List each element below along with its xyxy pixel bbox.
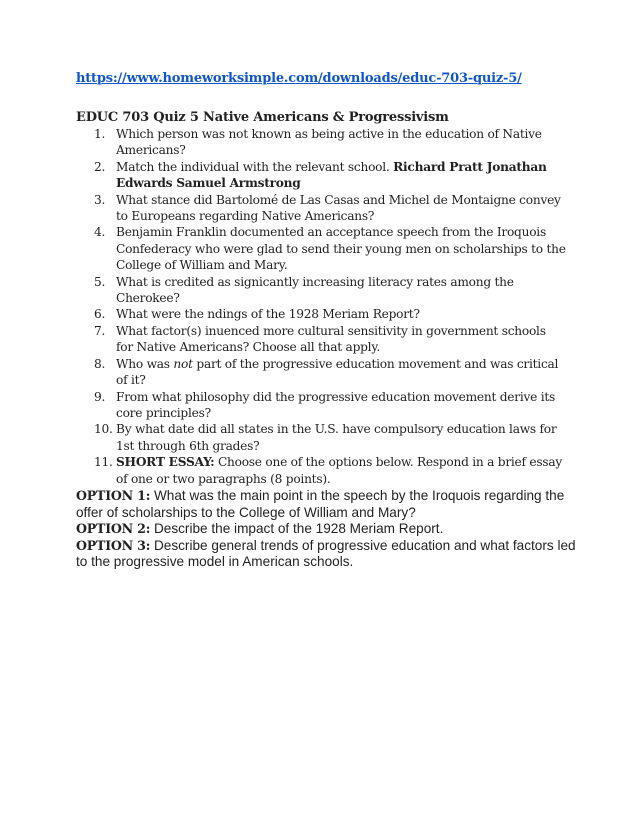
option-text: Describe general trends of progressive education and what factors led to the progressive model in American schools. [76, 537, 576, 570]
question-item [76, 389, 566, 422]
essay-options [76, 488, 576, 571]
option-label: OPTION 2: [76, 521, 151, 537]
question-text-bold-lead: SHORT ESSAY: [116, 455, 215, 470]
essay-option [76, 538, 576, 571]
question-number: 7. [94, 323, 106, 338]
question-item [76, 159, 566, 192]
question-text: By what date did all states in the U.S. have compulsory education laws for 1st through 6th grades? [116, 422, 557, 453]
question-number: 3. [94, 192, 106, 207]
question-text [116, 454, 566, 487]
question-text [116, 159, 566, 192]
question-text [116, 356, 566, 389]
question-number: 2. [94, 159, 106, 174]
essay-option [76, 488, 576, 521]
question-item [76, 323, 566, 356]
question-number: 4. [94, 225, 106, 240]
option-label: OPTION 1: [76, 488, 151, 503]
question-item [76, 192, 566, 225]
source-link[interactable]: https://www.homeworksimple.com/downloads/educ-703-quiz-5/ [76, 71, 522, 86]
question-text: Which person was not known as being active in the education of Native Americans? [116, 127, 542, 158]
question-text-plain: Choose one of the options below. Respond in a brief essay of one or two paragraphs (8 points). [116, 455, 563, 486]
question-text-pre: Who was [116, 356, 174, 371]
question-number: 10. [94, 422, 113, 437]
essay-option [76, 521, 576, 538]
option-text: Describe the impact of the 1928 Meriam Report. [150, 521, 444, 537]
option-label: OPTION 3: [76, 537, 151, 553]
question-text: Benjamin Franklin documented an acceptance speech from the Iroquois Confederacy who were glad to send their young men on scholarships to the College of William and Mary. [116, 225, 566, 273]
question-text-bold: Richard Pratt Jonathan Edwards Samuel Armstrong [116, 159, 547, 191]
question-item [76, 126, 566, 159]
question-text: What is credited as signicantly increasing literacy rates among the Cherokee? [116, 274, 514, 306]
question-number: 11. [94, 455, 113, 470]
question-number: 5. [94, 274, 106, 289]
question-item [76, 454, 566, 487]
question-item [76, 274, 566, 307]
question-text: What stance did Bartolomé de Las Casas and Michel de Montaigne convey to Europeans regarding Native Americans? [116, 192, 561, 224]
question-number: 9. [94, 389, 106, 404]
question-item [76, 356, 566, 389]
question-text-plain: Match the individual with the relevant school. [116, 159, 394, 174]
question-text-post: part of the progressive education movement and was critical of it? [116, 356, 559, 388]
question-text: What were the ndings of the 1928 Meriam Report? [116, 307, 420, 322]
question-text-italic: not [173, 356, 193, 371]
question-item [76, 421, 566, 454]
question-list [76, 126, 566, 487]
question-item [76, 306, 566, 322]
question-number: 6. [94, 307, 106, 322]
question-number: 1. [94, 127, 106, 141]
question-item [76, 224, 566, 273]
option-text: What was the main point in the speech by the Iroquois regarding the offer of scholarships to the College of William and Mary? [76, 488, 565, 520]
question-number: 8. [94, 356, 106, 371]
question-text: From what philosophy did the progressive education movement derive its core principles? [116, 389, 556, 420]
question-text: What factor(s) inuenced more cultural sensitivity in government schools for Native Americans? Choose all that apply. [116, 323, 546, 355]
quiz-title: EDUC 703 Quiz 5 Native Americans & Progressivism [76, 110, 449, 125]
